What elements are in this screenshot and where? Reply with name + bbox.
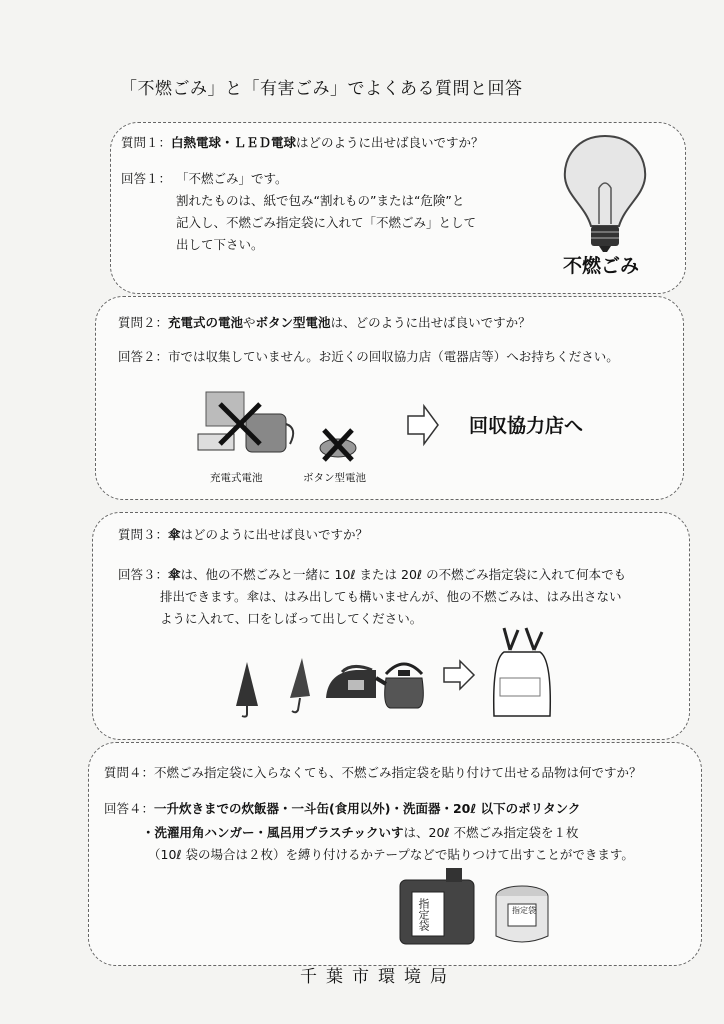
answer-1-line: 出して下さい。 — [176, 237, 264, 252]
answer-4-line: ・洗濯用角ハンガー・風呂用プラスチックいすは、20ℓ 不燃ごみ指定袋を１枚 — [142, 825, 579, 840]
arrow-right-icon — [406, 404, 440, 446]
page-title: 「不燃ごみ」と「有害ごみ」でよくある質問と回答 — [120, 79, 523, 99]
answer-4-line: 回答４：一升炊きまでの炊飯器・一斗缶(食用以外)・洗面器・20ℓ 以下のポリタンク — [104, 801, 581, 816]
iron-icon — [322, 664, 380, 706]
destination-label: 回収協力店へ — [469, 415, 584, 437]
caption-button-battery: ボタン型電池 — [303, 472, 366, 484]
answer-1-line: 記入し、不燃ごみ指定袋に入れて「不燃ごみ」として — [176, 215, 477, 230]
caption-rechargeable-battery: 充電式電池 — [210, 472, 263, 484]
answer-3-line: 回答３：傘は、他の不燃ごみと一緒に 10ℓ または 20ℓ の不燃ごみ指定袋に入れて何本でも — [118, 567, 627, 582]
light-bulb-icon — [555, 128, 655, 253]
answer-4-line: （10ℓ 袋の場合は２枚）を縛り付けるかテープなどで貼りつけて出すことができます。 — [148, 847, 634, 862]
question-1: 質問１：白熱電球・ＬＥＤ電球はどのように出せば良いですか？ — [121, 135, 484, 150]
garbage-bag-icon — [490, 626, 554, 726]
poly-tank-icon — [398, 868, 476, 946]
question-4: 質問４：不燃ごみ指定袋に入らなくても、不燃ごみ指定袋を貼り付けて出せる品物は何ですか？ — [104, 765, 642, 780]
button-battery-icon — [318, 426, 360, 462]
tank-label: 指定袋 — [417, 898, 430, 931]
rechargeable-battery-icon — [198, 388, 298, 458]
cooker-label: 指定袋 — [512, 906, 536, 915]
answer-1-line: 「不燃ごみ」です。 — [176, 171, 288, 186]
answer-3-line: ように入れて、口をしばって出してください。 — [160, 611, 423, 626]
footer-org: 千葉市環境局 — [300, 967, 456, 987]
badge-incombustible: 不燃ごみ — [563, 255, 640, 277]
umbrella-icon — [232, 660, 262, 718]
question-3: 質問３：傘はどのように出せば良いですか？ — [118, 527, 369, 542]
folding-umbrella-icon — [284, 656, 314, 714]
answer-3-line: 排出できます。傘は、はみ出しても構いませんが、他の不燃ごみは、はみ出さない — [160, 589, 622, 604]
arrow-right-icon — [442, 660, 476, 690]
answer-2: 回答２：市では収集していません。お近くの回収協力店（電器店等）へお持ちください。 — [118, 349, 619, 364]
answer-1-line: 割れたものは、紙で包み“割れもの”または“危険”と — [176, 193, 465, 208]
question-2: 質問２：充電式の電池やボタン型電池は、どのように出せば良いですか？ — [118, 315, 531, 330]
kettle-icon — [376, 650, 432, 712]
answer-1-prefix: 回答１： — [121, 171, 172, 186]
